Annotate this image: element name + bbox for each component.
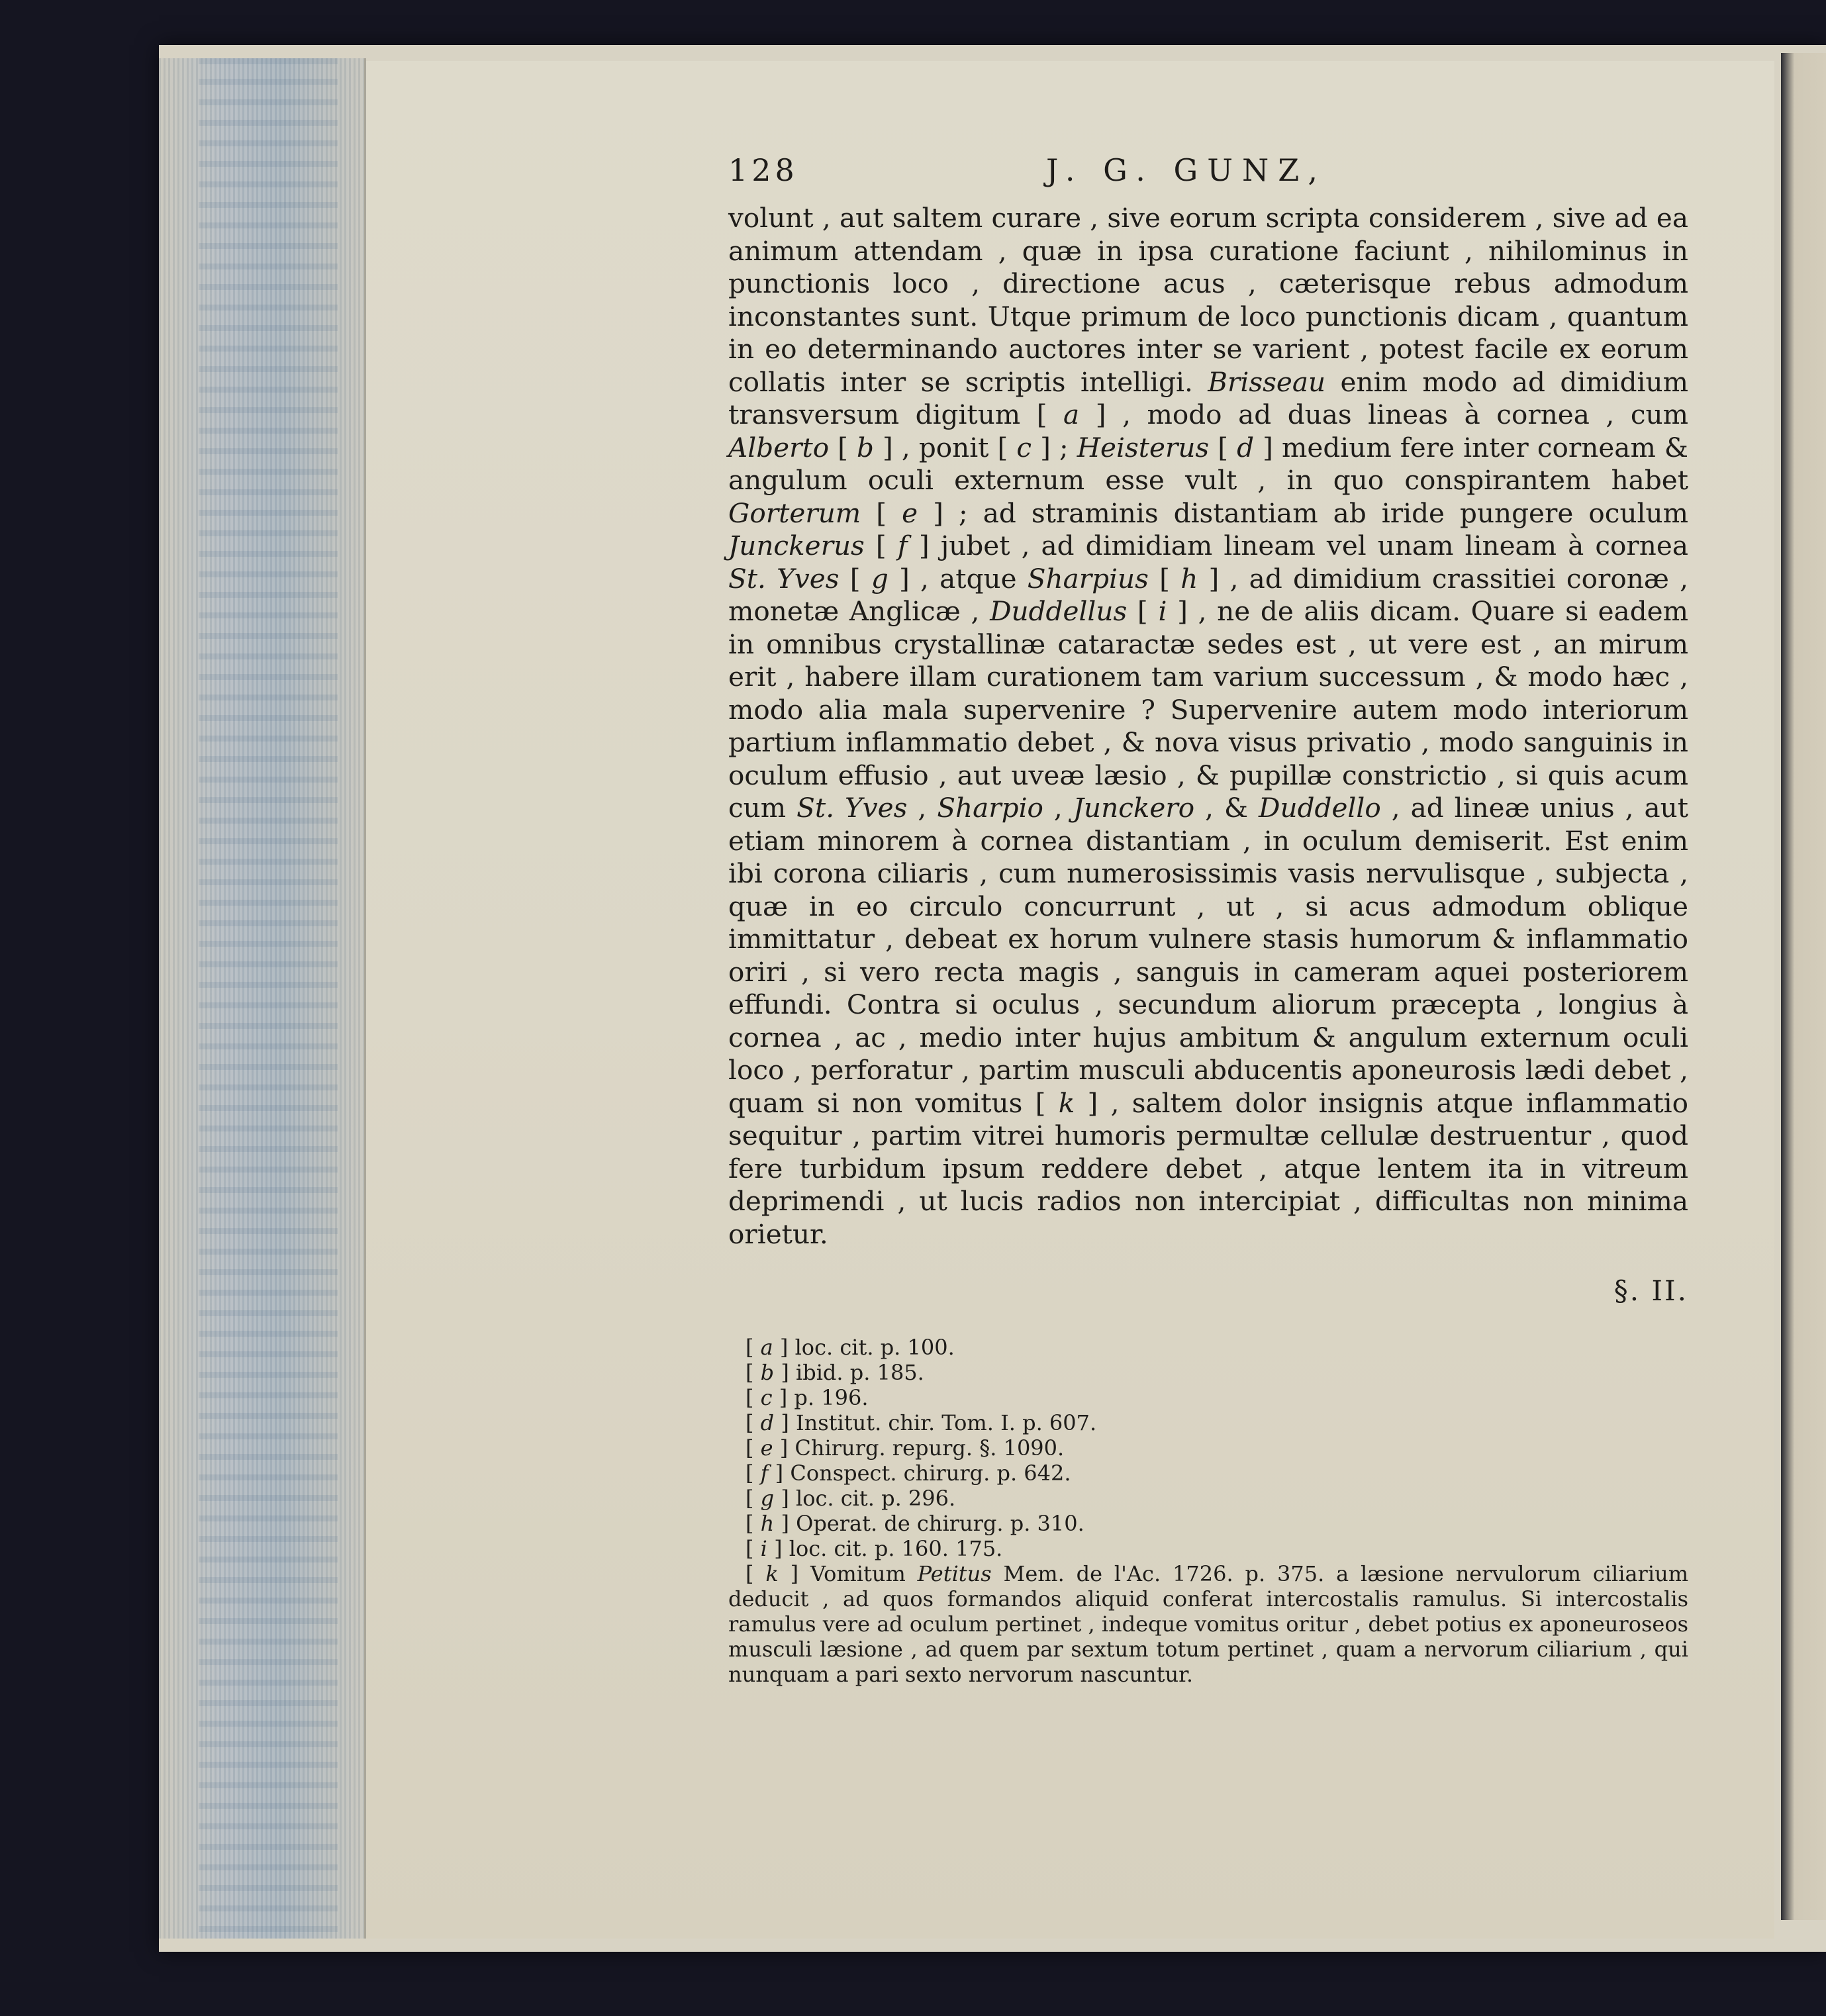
body-text-run: [ [1127, 595, 1159, 627]
body-text-run: [ [861, 497, 902, 529]
body-text-run: [ [864, 530, 898, 561]
body-italic-run: a [1063, 399, 1080, 430]
body-text-run: ] , saltem dolor insignis atque inflammatio sequitur , partim vitrei humoris permultæ cellulæ destruentur , quod fere turbidum ipsum reddere debet , atque lentem ita in vitreum deprimendi , ut lucis radios non intercipiat , difficultas non minima orietur. [728, 1086, 1688, 1250]
page-edges [159, 58, 366, 1939]
footnote-mark: g [760, 1486, 775, 1511]
footnote-mark: h [760, 1511, 775, 1536]
body-text-run: , & [1194, 792, 1259, 824]
footnote-text: loc. cit. p. 296. [795, 1486, 956, 1511]
body-text-run: [ [1148, 562, 1181, 595]
body-text-run: [ [1209, 431, 1237, 463]
main-paragraph [728, 202, 1688, 1251]
body-italic-run: Sharpius [1027, 562, 1149, 595]
body-italic-run: St. Yves [796, 792, 908, 824]
footnote-c: [ c ] p. 196. [745, 1385, 869, 1410]
body-text-run: ] , ponit [ [873, 431, 1017, 463]
footnote-text: loc. cit. p. 160. 175. [789, 1536, 1003, 1561]
footnote-e: [ e ] Chirurg. repurg. §. 1090. [745, 1435, 1065, 1461]
body-text-run: enim modo ad dimidium transversum digitum [ [728, 365, 1688, 430]
body-italic-run: Brisseau [1208, 365, 1326, 398]
footnote-mark: b [760, 1360, 775, 1385]
body-italic-run: c [1016, 431, 1032, 463]
footnote-mark: i [760, 1536, 767, 1561]
body-text-run: [ [839, 562, 871, 595]
body-text-run: , [1043, 792, 1073, 824]
body-italic-run: Sharpio [937, 792, 1043, 824]
section-mark: §. II. [1613, 1274, 1688, 1307]
footnotes [728, 1335, 1688, 1687]
footnote-text: loc. cit. p. 100. [794, 1335, 955, 1360]
body-italic-run: Duddellus [990, 595, 1128, 627]
page-number: 128 [728, 152, 798, 188]
footnote-k: [ k ] Vomitum Petitus Mem. de l'Ac. 1726. p. 375. a læsione nervulorum ciliarium deducit , ad quos formandos aliquid conferat intercostalis ramulus. Si intercostalis ramulus vere ad oculum pertinet , indeque vomitus oritur , debet potius ex aponeuroseos musculi læsione , ad quem par sextum totum pertinet , quam a nervorum ciliarium , qui nunquam a pari sexto nervorum nascuntur. [728, 1561, 1689, 1687]
body-text-run: ] jubet , ad dimidiam lineam vel unam lineam à cornea [907, 530, 1688, 561]
running-header [728, 149, 1688, 202]
body-text-run: ] medium fere inter corneam & angulum oculi externum esse vult , in quo conspirantem habet [728, 431, 1688, 496]
footnote-text: ibid. p. 185. [795, 1360, 924, 1385]
footnote-i: [ i ] loc. cit. p. 160. 175. [745, 1536, 1003, 1561]
footnote-mark: a [760, 1335, 773, 1360]
body-italic-run: i [1158, 595, 1167, 627]
footnote-g: [ g ] loc. cit. p. 296. [745, 1486, 956, 1511]
body-text-run: [ [829, 431, 857, 463]
footnote-b: [ b ] ibid. p. 185. [745, 1360, 924, 1385]
footnote-mark: c [760, 1385, 773, 1410]
footnote-text: Conspect. chirurg. p. 642. [790, 1461, 1071, 1486]
running-title: J. G. GUNZ, [1046, 152, 1327, 188]
footnote-d: [ d ] Institut. chir. Tom. I. p. 607. [745, 1410, 1097, 1435]
body-text-run: ] , ad dimidium crassitiei coronæ , monetæ Anglicæ , [728, 562, 1689, 627]
body-italic-run: St. Yves [728, 562, 840, 595]
footnote-text: p. 196. [794, 1385, 869, 1410]
footnote-text: Operat. de chirurg. p. 310. [796, 1511, 1084, 1536]
body-italic-run: Duddello [1259, 792, 1381, 824]
footnote-h: [ h ] Operat. de chirurg. p. 310. [745, 1511, 1084, 1536]
body-italic-run: Junckero [1073, 792, 1195, 824]
body-italic-run: h [1180, 562, 1198, 595]
body-text-run: ] , modo ad duas lineas à cornea , cum [1079, 399, 1688, 430]
body-italic-run: g [871, 562, 889, 595]
footnote-mark: f [760, 1461, 769, 1486]
footnote-mark: k [765, 1561, 779, 1586]
facing-page-edge [1781, 53, 1826, 1920]
body-italic-run: b [857, 431, 874, 463]
body-italic-run: Heisterus [1077, 431, 1210, 463]
body-italic-run: Gorterum [728, 497, 861, 529]
body-text-run: , ad lineæ unius , aut etiam minorem à cornea distantiam , in oculum demiserit. Est enim ibi corona ciliaris , cum numerosissimis vasis nervulisque , subjecta , quæ in eo circulo concurrunt , ut , si acus admodum oblique immittatur , debeat ex horum vulnere stasis humorum & inflammatio oriri , si vero recta magis , sanguis in cameram aquei posteriorem effundi. Contra si oculus , secundum aliorum præcepta , longius à cornea , ac , medio inter hujus ambitum & angulum externum oculi loco , perforatur , partim musculi abducentis aponeurosis lædi debet , quam si non vomitus [ [728, 792, 1689, 1119]
footnote-text: Institut. chir. Tom. I. p. 607. [795, 1410, 1097, 1435]
body-italic-run: f [897, 530, 908, 561]
footnote-f: [ f ] Conspect. chirurg. p. 642. [745, 1461, 1071, 1486]
footnote-author: Petitus [917, 1561, 992, 1586]
body-italic-run: d [1237, 431, 1255, 463]
body-text-run: ] ; [1032, 431, 1077, 463]
footnote-mark: d [760, 1410, 775, 1435]
body-text-run: ] , ne de aliis dicam. Quare si eadem in omnibus crystallinæ cataractæ sedes est , ut vere est , an mirum erit , habere illam curationem tam varium successum , & modo hæc , modo alia mala supervenire ? Supervenire autem modo interiorum partium inflammatio debet , & nova visus privatio , modo sanguinis in oculum effusio , aut uveæ læsio , & pupillæ constrictio , si quis acum cum [728, 595, 1688, 824]
footnote-text: Chirurg. repurg. §. 1090. [794, 1435, 1065, 1461]
body-text-run: volunt , aut saltem curare , sive eorum scripta considerem , sive ad ea animum attendam , quæ in ipsa curatione faciunt , nihilominus in punctionis loco , directione acus , cæterisque rebus admodum inconstantes sunt. Utque primum de loco punctionis dicam , quantum in eo determinando auctores inter se varient , potest facile ex eorum collatis inter se scriptis intelligi. [728, 202, 1688, 398]
footnote-a: [ a ] loc. cit. p. 100. [745, 1335, 955, 1360]
body-italic-run: Junckerus [728, 530, 865, 561]
body-text-run: ] , atque [888, 562, 1028, 595]
body-italic-run: Alberto [728, 431, 830, 463]
body-italic-run: e [902, 497, 918, 529]
body-text-run: ] ; ad straminis distantiam ab iride pungere oculum [918, 497, 1688, 529]
footnote-mark: e [760, 1435, 773, 1461]
page-content [728, 149, 1688, 1687]
body-text-run: , [907, 792, 937, 824]
body-italic-run: k [1058, 1086, 1075, 1119]
